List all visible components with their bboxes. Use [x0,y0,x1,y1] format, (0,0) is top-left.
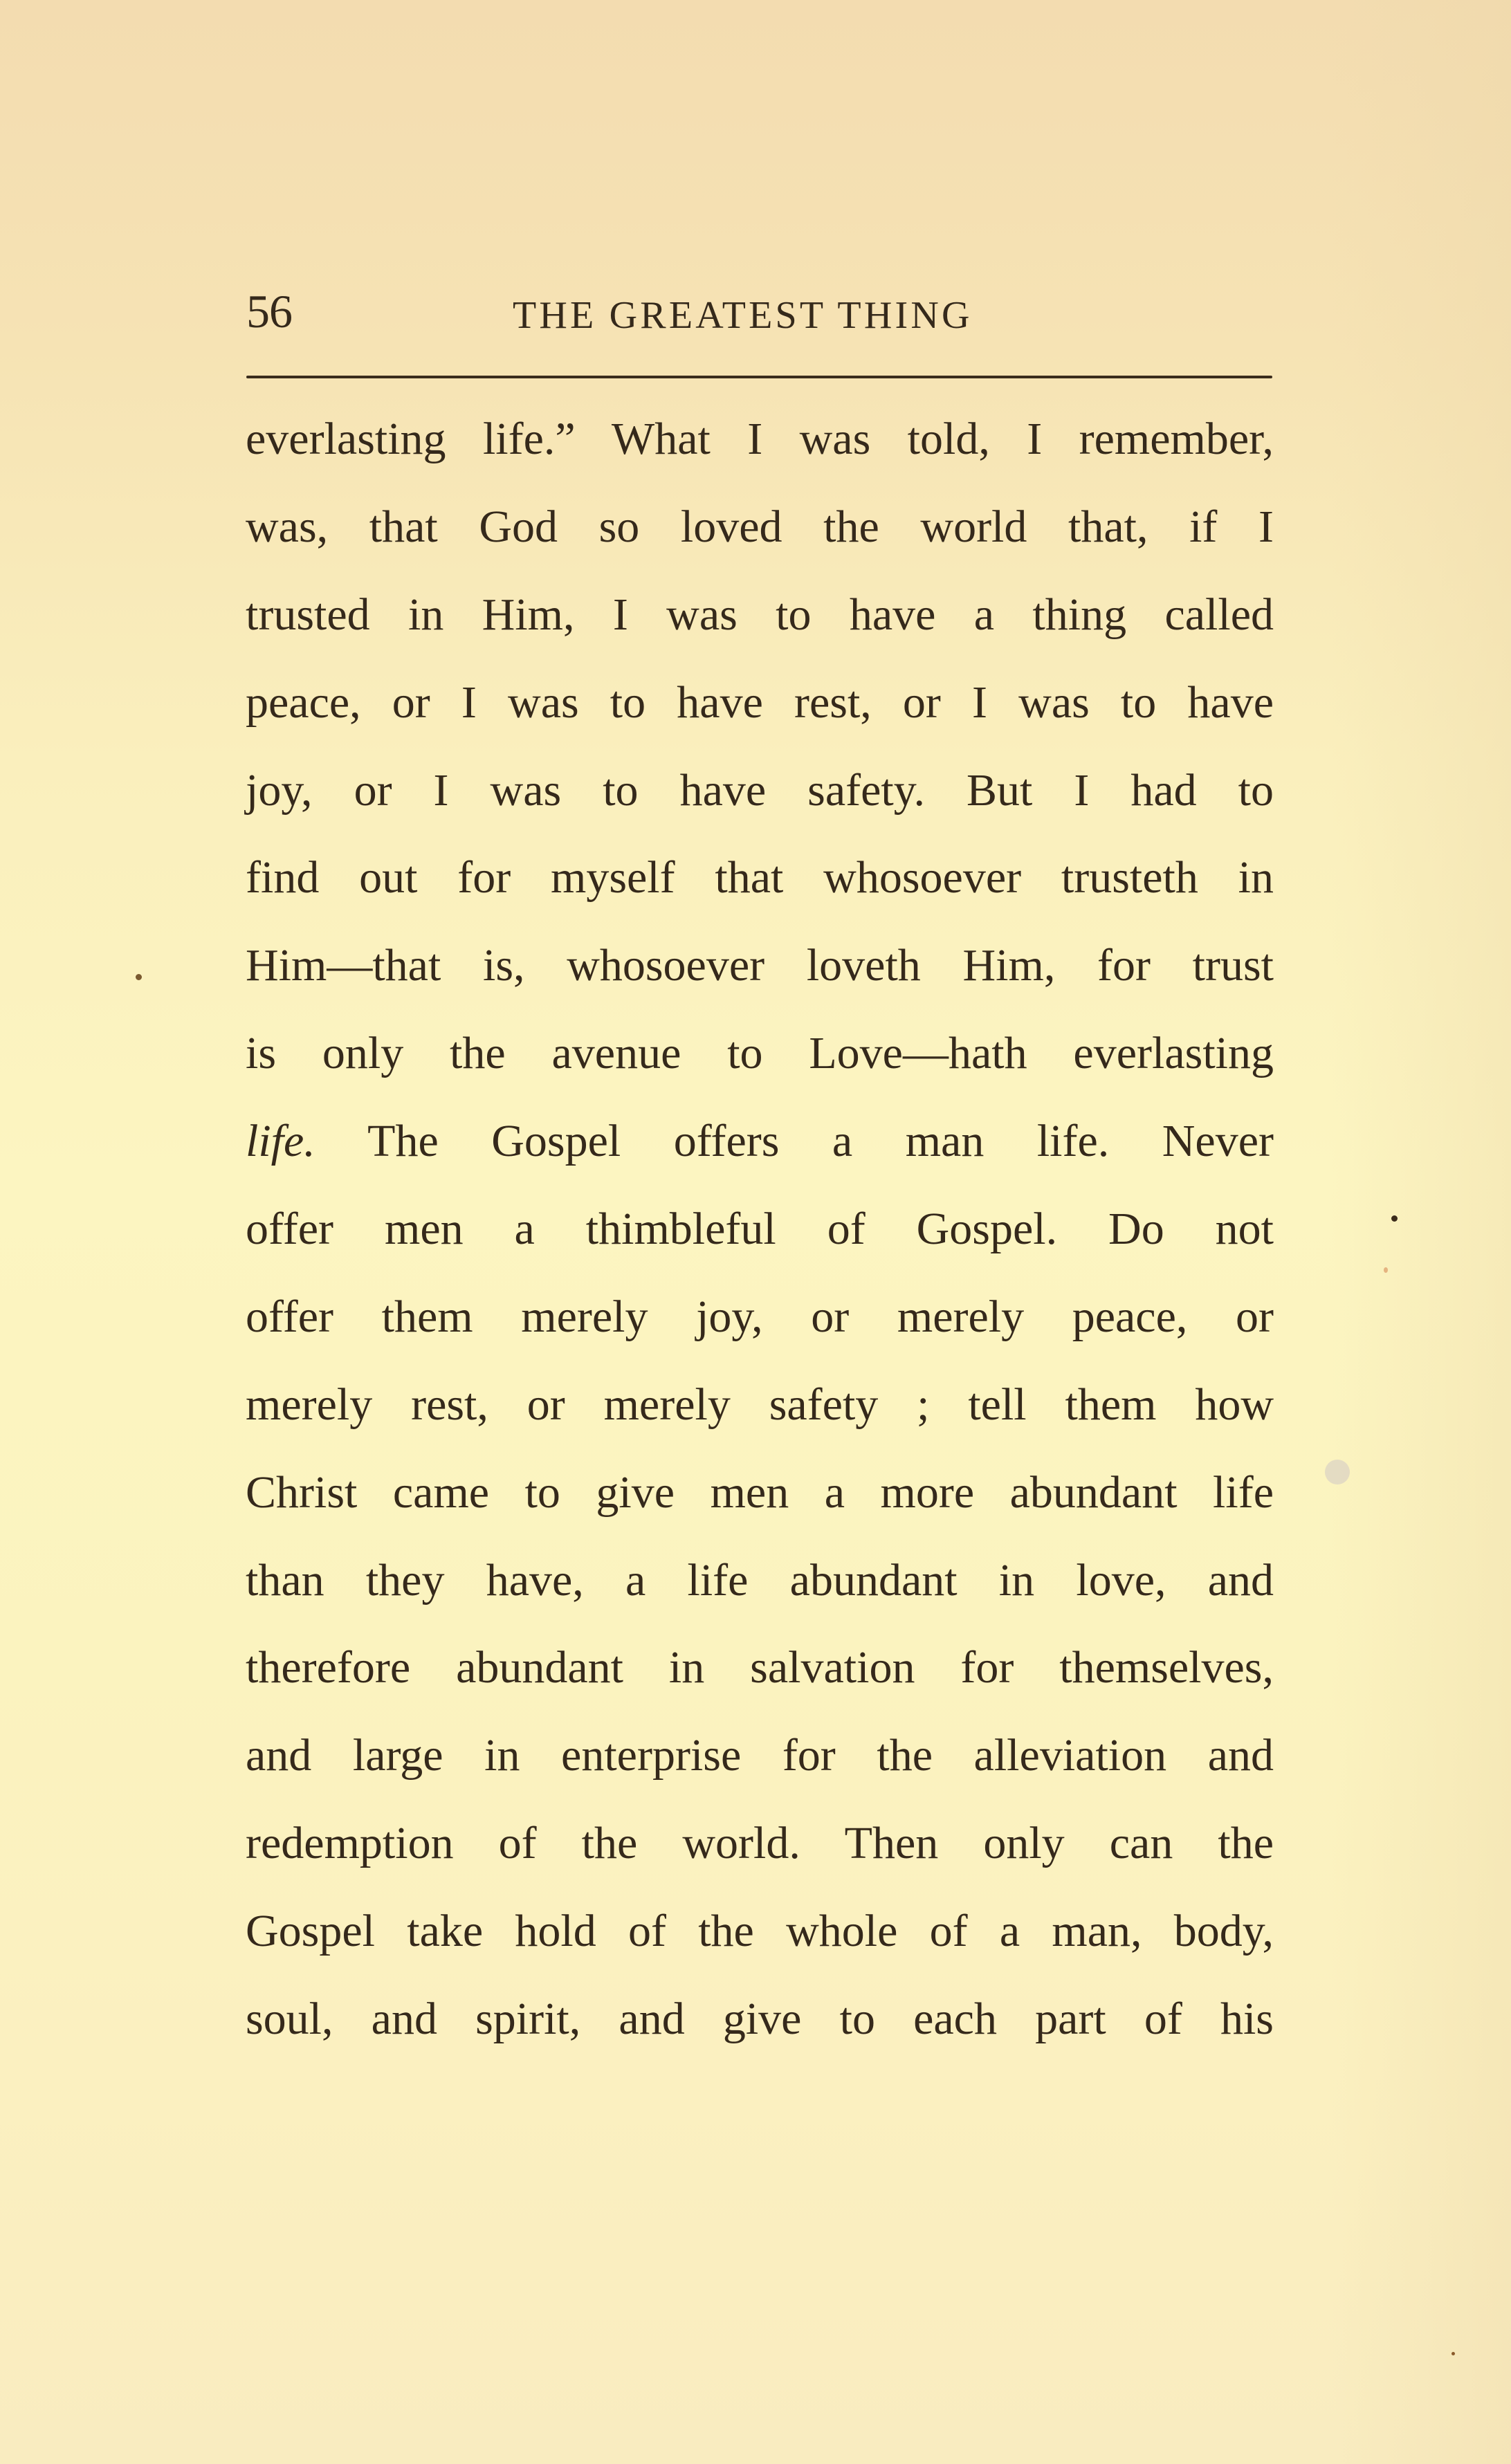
line-text: soul, and spirit, and give to each part of his [246,1994,1274,2045]
text-line [246,1989,1274,2077]
text-line [246,1463,1274,1551]
paper-speck [136,974,142,980]
text-line [246,673,1274,761]
paper-speck [1384,1267,1388,1273]
line-text: find out for myself that whosoever trusteth in [246,852,1274,903]
text-line [246,1638,1274,1726]
text-line [246,1112,1274,1199]
line-text: merely rest, or merely safety ; tell them how [246,1379,1274,1430]
text-line [246,410,1274,497]
line-text: is only the avenue to Love—hath everlasting [246,1028,1274,1079]
body-text [246,410,1274,2077]
page-number: 56 [246,285,292,338]
line-text: trusted in Him, I was to have a thing called [246,589,1274,640]
running-head: THE GREATEST THING [513,294,973,337]
text-line [246,1375,1274,1463]
text-line [246,497,1274,585]
text-line [246,1199,1274,1287]
page-edge-shading [1331,0,1511,2464]
line-text: therefore abundant in salvation for themselves, [246,1642,1274,1693]
text-line [246,761,1274,849]
line-text: joy, or I was to have safety. But I had to [246,764,1274,816]
text-line [246,1024,1274,1112]
italic-emphasis: life. [246,1116,315,1167]
line-text: everlasting life.” What I was told, I remember, [246,414,1274,464]
header-rule [246,376,1272,378]
text-line [246,1726,1274,1814]
line-text: was, that God so loved the world that, if I [246,501,1274,552]
line-text: offer them merely joy, or merely peace, or [246,1291,1274,1342]
text-line [246,1287,1274,1375]
line-text: than they have, a life abundant in love, and [246,1554,1274,1606]
line-text: redemption of the world. Then only can the [246,1818,1274,1869]
line-text: peace, or I was to have rest, or I was to have [246,677,1274,728]
line-text: The Gospel offers a man life. Never [367,1116,1274,1167]
line-text: and large in enterprise for the alleviation and [246,1730,1274,1781]
text-line [246,936,1274,1024]
text-line [246,1902,1274,1989]
text-line [246,585,1274,673]
paper-stain [1325,1460,1350,1484]
paper-speck [1452,2352,1455,2355]
text-line [246,1551,1274,1639]
text-line [246,1814,1274,1902]
line-text: Gospel take hold of the whole of a man, body, [246,1906,1274,1957]
line-text: offer men a thimbleful of Gospel. Do not [246,1204,1274,1255]
line-text: Christ came to give men a more abundant life [246,1467,1274,1518]
text-line [246,848,1274,936]
paper-speck [1391,1215,1398,1222]
line-text: Him—that is, whosoever loveth Him, for trust [246,940,1274,991]
